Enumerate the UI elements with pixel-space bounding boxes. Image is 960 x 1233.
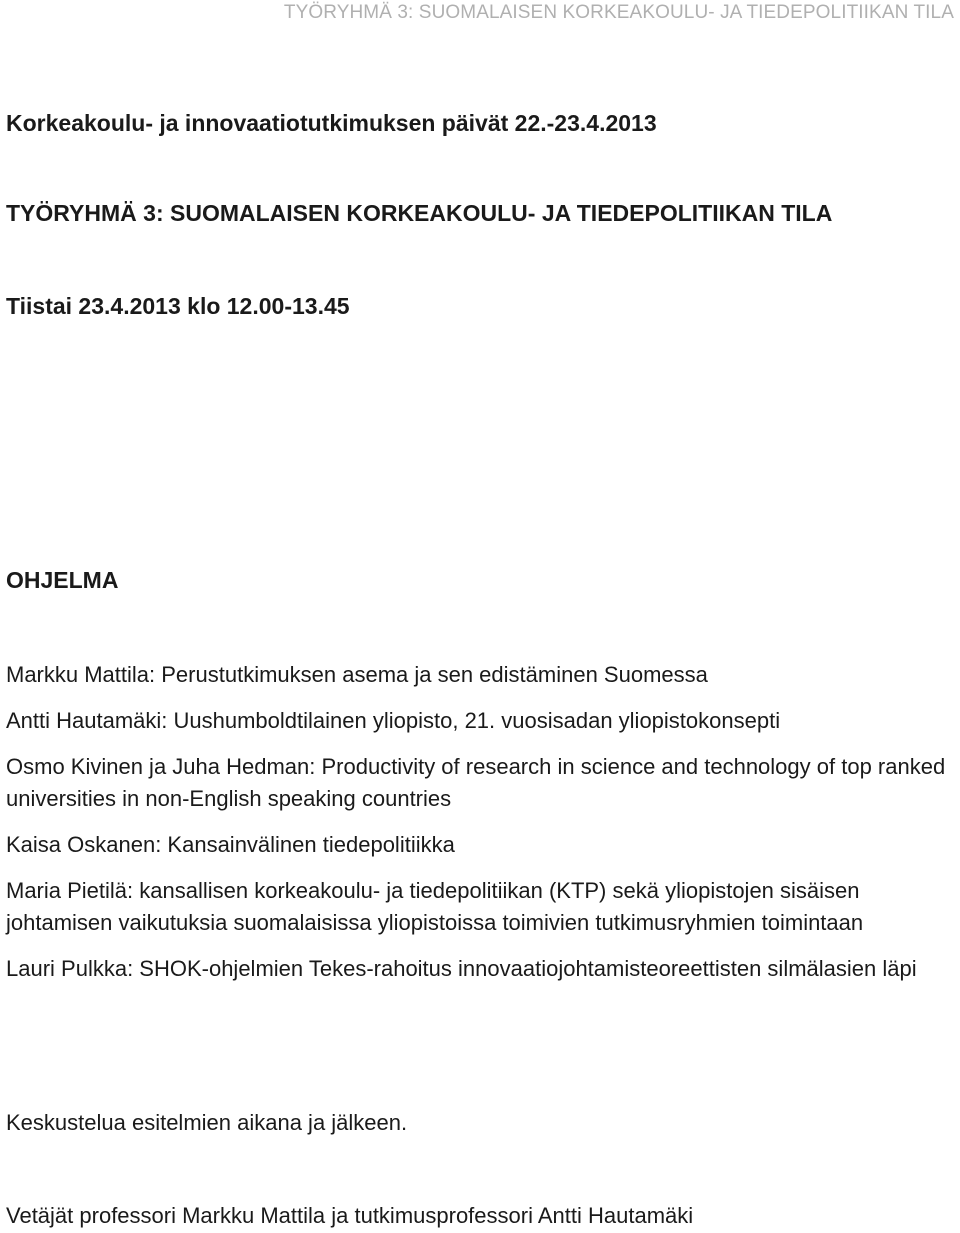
event-title: Korkeakoulu- ja innovaatiotutkimuksen päivät 22.-23.4.2013	[6, 110, 657, 136]
session-chairs: Vetäjät professori Markku Mattila ja tutkimusprofessori Antti Hautamäki	[6, 1203, 694, 1228]
program-list	[6, 659, 956, 999]
program-heading: OHJELMA	[6, 567, 119, 593]
program-item: Antti Hautamäki: Uushumboldtilainen yliopisto, 21. vuosisadan yliopistokonsepti	[6, 708, 781, 733]
discussion-note: Keskustelua esitelmien aikana ja jälkeen.	[6, 1110, 408, 1135]
program-item: Markku Mattila: Perustutkimuksen asema ja sen edistäminen Suomessa	[6, 662, 708, 687]
session-date-time: Tiistai 23.4.2013 klo 12.00-13.45	[6, 293, 350, 319]
program-item: Osmo Kivinen ja Juha Hedman: Productivity of research in science and technology of top ranked universities in non-English speaking countries	[6, 754, 946, 811]
program-item: Lauri Pulkka: SHOK-ohjelmien Tekes-rahoitus innovaatiojohtamisteoreettisten silmälasien läpi	[6, 956, 917, 981]
running-header: TYÖRYHMÄ 3: SUOMALAISEN KORKEAKOULU- JA TIEDEPOLITIIKAN TILA	[283, 2, 954, 23]
program-item: Maria Pietilä: kansallisen korkeakoulu- ja tiedepolitiikan (KTP) sekä yliopistojen sisäisen johtamisen vaikutuksia suomalaisissa yliopistoissa toimivien tutkimusryhmien toimintaan	[6, 878, 864, 935]
working-group-title: TYÖRYHMÄ 3: SUOMALAISEN KORKEAKOULU- JA TIEDEPOLITIIKAN TILA	[6, 200, 833, 226]
program-item: Kaisa Oskanen: Kansainvälinen tiedepolitiikka	[6, 832, 455, 857]
